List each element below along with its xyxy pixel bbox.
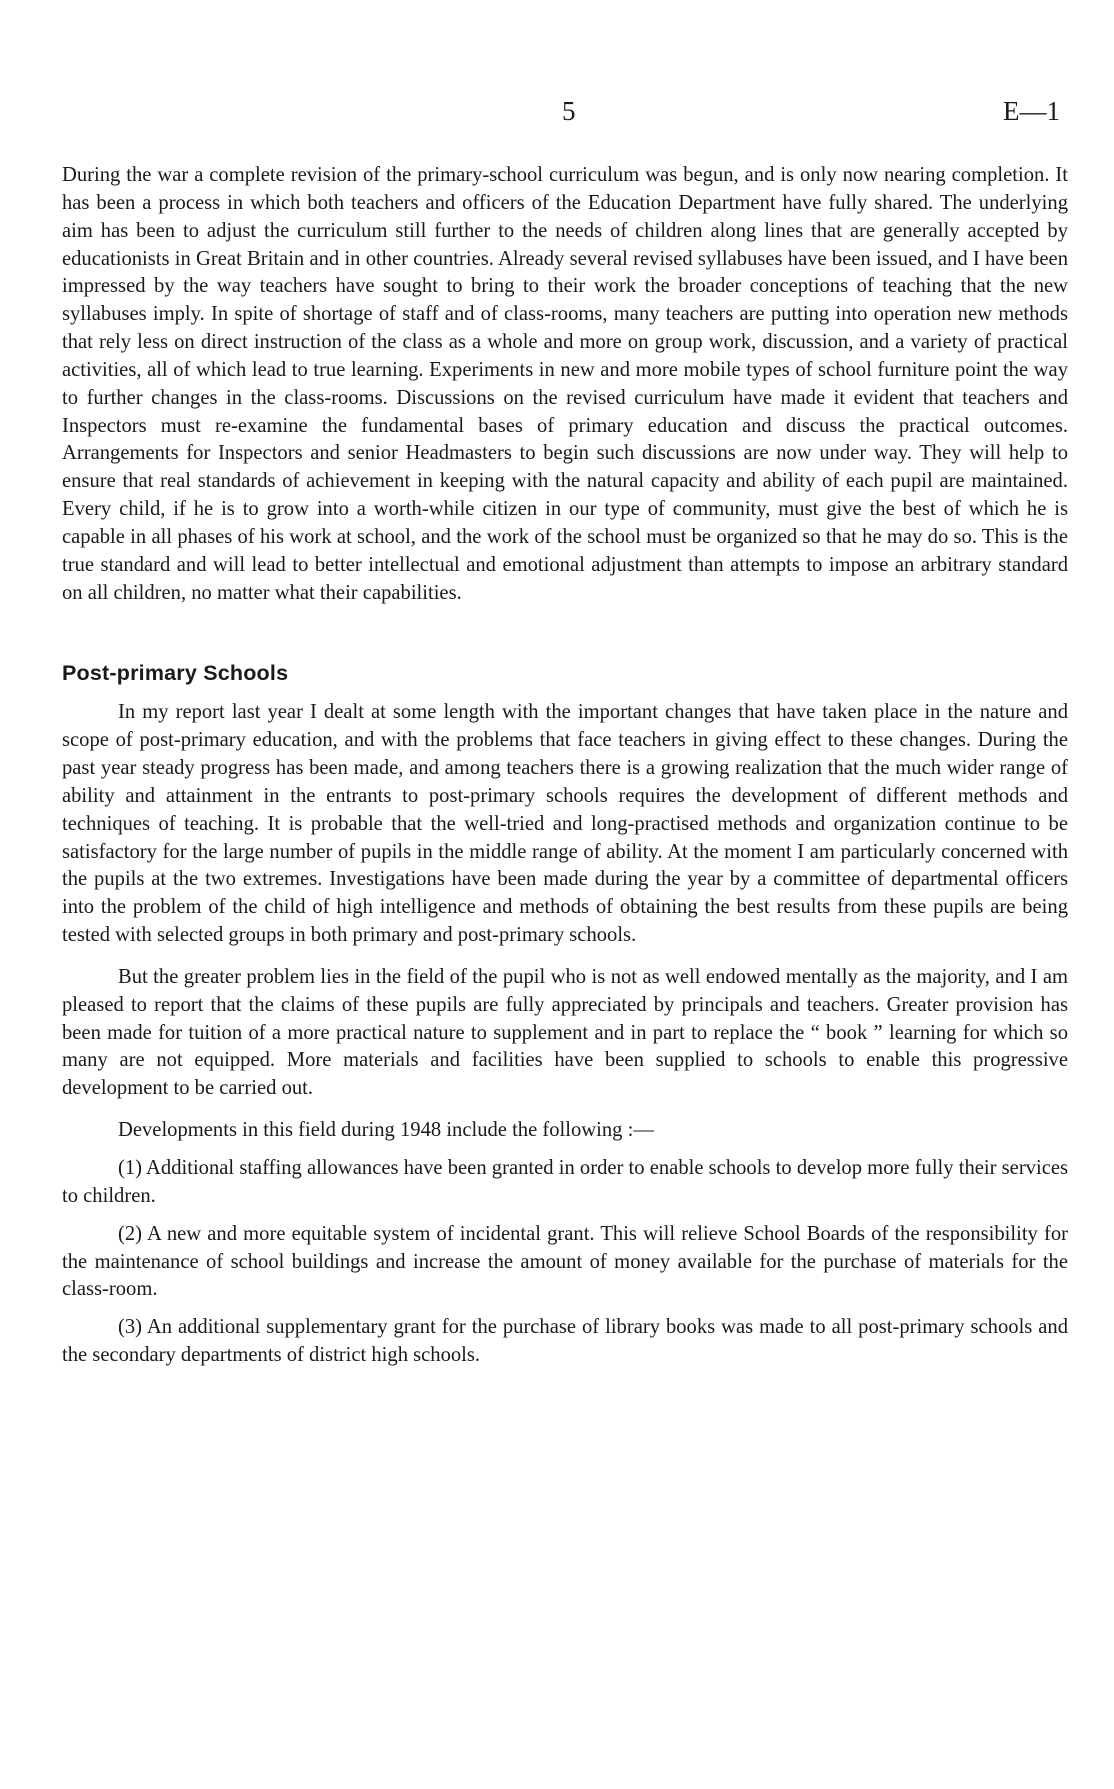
intro-paragraph: During the war a complete revision of the primary-school curriculum was begun, and is only now nearing completion. It has been a process in which both teachers and officers of the Education Department have fully shared. The underlying aim has been to adjust the curriculum still further to the needs of children along lines that are generally accepted by educationists in Great Britain and in other countries. Already several revised syllabuses have been issued, and I have been impressed by the way teachers have sought to bring to their work the broader conceptions of teaching that the new syllabuses imply. In spite of shortage of staff and of class-rooms, many teachers are putting into operation new methods that rely less on direct instruction of the class as a whole and more on group work, discussion, and a variety of practical activities, all of which lead to true learning. Experiments in new and more mobile types of school furniture point the way to further changes in the class-rooms. Discussions on the revised curriculum have made it evident that teachers and Inspectors must re-examine the fundamental bases of primary education and discuss the practical outcomes. Arrangements for Inspectors and senior Headmasters to begin such discussions are now under way. They will help to ensure that real standards of achievement in keeping with the natural capacity and ability of each pupil are maintained. Every child, if he is to grow into a worth-while citizen in our type of community, must give the best of which he is capable in all phases of his work at school, and the work of the school must be organized so that he may do so. This is the true standard and will lead to better intellectual and emotional adjustment than attempts to impose an arbitrary standard on all children, no matter what their capabilities. [62,164,1068,604]
section-paragraph-1: In my report last year I dealt at some length with the important changes that have taken place in the nature and scope of post-primary education, and with the problems that face teachers in giving effect to these changes. During the past year steady progress has been made, and among teachers there is a growing realization that the much wider range of ability and attainment in the entrants to post-primary schools requires the development of different methods and techniques of teaching. It is probable that the well-tried and long-practised methods and organization continue to be satisfactory for the large number of pupils in the middle range of ability. At the moment I am particularly concerned with the pupils at the two extremes. Investigations have been made during the year by a committee of departmental officers into the problem of the child of high intelligence and methods of obtaining the best results from these pupils are being tested with selected groups in both primary and post-primary schools. [62,701,1068,947]
section-paragraph-3: Developments in this field during 1948 include the following :— [118,1119,654,1142]
page-number: 5 [562,96,576,126]
page-body [62,162,1068,1370]
list-item-3: (3) An additional supplementary grant for the purchase of library books was made to all post-primary schools and the secondary departments of district high schools. [62,1316,1068,1367]
list-item-1: (1) Additional staffing allowances have been granted in order to enable schools to develop more fully their services to children. [62,1157,1068,1207]
section-heading: Post-primary Schools [62,660,289,685]
page-header [0,96,1114,136]
document-id: E—1 [1003,96,1060,126]
list-item-2: (2) A new and more equitable system of incidental grant. This will relieve School Boards of the responsibility for the maintenance of school buildings and increase the amount of money available for the purchase of materials for the class-room. [62,1222,1068,1301]
section-paragraph-2: But the greater problem lies in the field of the pupil who is not as well endowed mentally as the majority, and I am pleased to report that the claims of these pupils are fully appreciated by principals and teachers. Greater provision has been made for tuition of a more practical nature to supplement and in part to replace the “ book ” learning for which so many are not equipped. More materials and facilities have been supplied to schools to enable this progressive development to be carried out. [62,965,1068,1100]
